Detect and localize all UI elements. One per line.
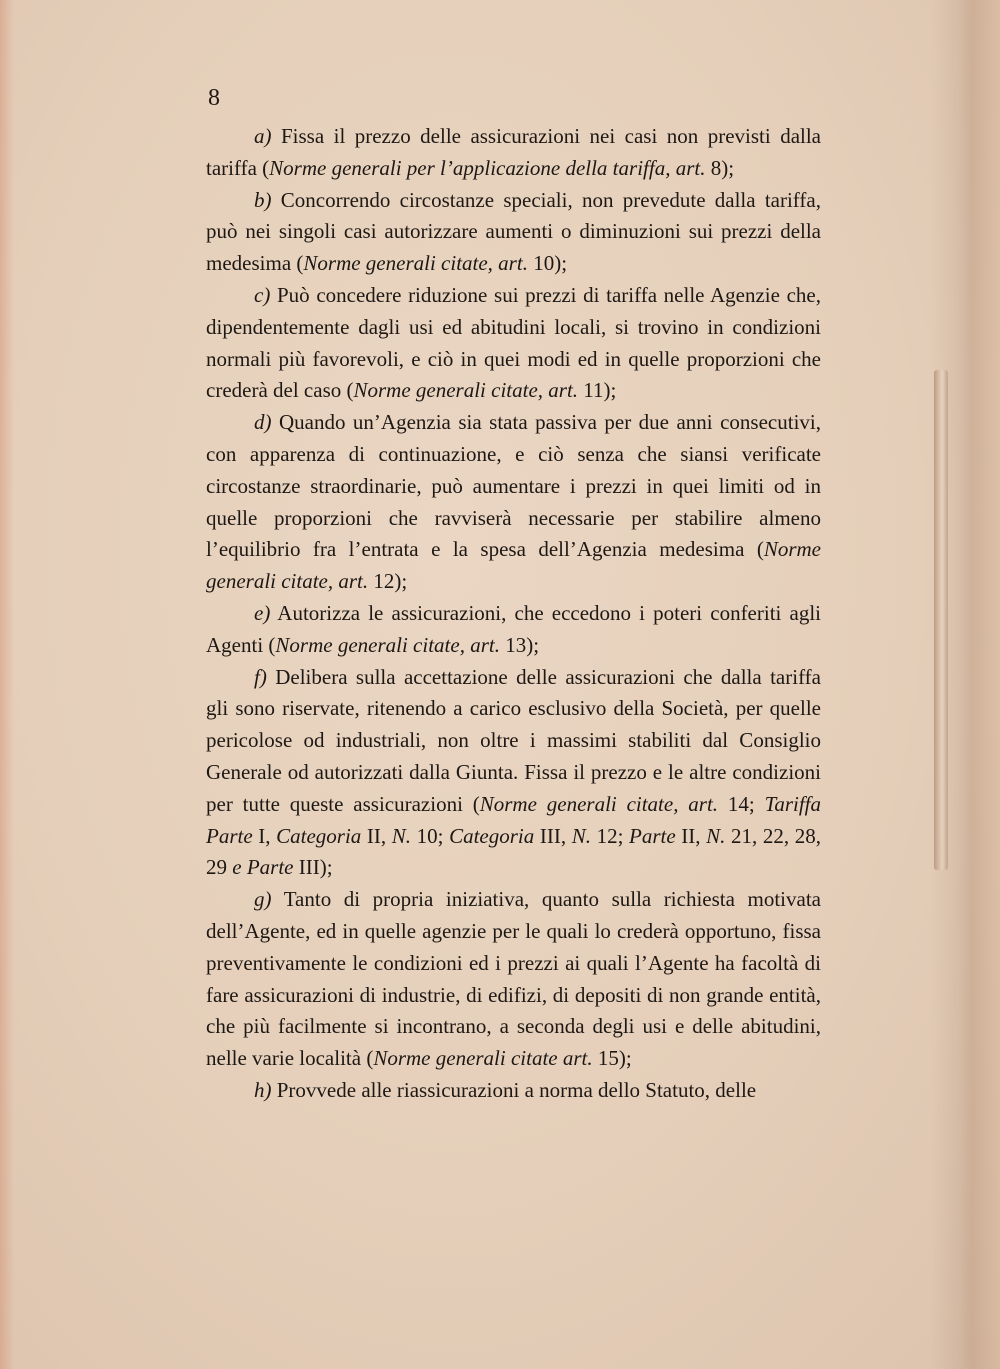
paragraph-text: Autorizza le assicurazioni, che eccedono i poteri conferiti agli Agenti ( [206, 600, 821, 657]
paragraph [206, 598, 821, 662]
citation-text: Norme generali citate art. [373, 1046, 593, 1071]
paragraph-text: Tanto di propria iniziativa, quanto sulla richiesta motivata dell’Agente, ed in quelle agenzie per le quali lo crederà opportuno, fissa preventivamente le condizioni ed i prezzi ai quali l’Agente ha facoltà di fare assicurazioni di industrie, di edifizi, di depositi di non grande entità, che più facilmente si incontrano, a seconda degli usi e delle abitudini, nelle varie località ( [206, 887, 821, 1071]
citation-text: Categoria [276, 823, 362, 848]
citation-text: Categoria [449, 823, 535, 848]
paragraph-text: Provvede alle riassicurazioni a norma dello Statuto, delle [271, 1077, 757, 1102]
paragraph [206, 662, 821, 885]
page-left-edge [0, 0, 14, 1369]
paragraph-text: Delibera sulla accettazione delle assicurazioni che dalla tariffa gli sono riservate, ritenendo a carico esclusivo della Società, per quelle pericolose od industriali, non oltre i massimi stabiliti dal Consiglio Generale od autorizzati dalla Giunta. Fissa il prezzo e le altre condizioni per tutte queste assicurazioni ( [206, 664, 821, 816]
paragraph [206, 884, 821, 1075]
paragraph-text: 14; [718, 791, 765, 816]
citation-text: N. [571, 823, 591, 848]
citation-text: Norme generali citate, art. [303, 251, 528, 276]
paragraph-text: Concorrendo circostanze speciali, non prevedute dalla tariffa, può nei singoli casi autorizzare aumenti o diminuzioni sui prezzi della medesima ( [206, 187, 821, 276]
citation-text: N. [391, 823, 412, 848]
paragraph-letter: h) [254, 1077, 272, 1102]
citation-text: Norme generali per l’applicazione della tariffa, art. [269, 155, 706, 180]
paragraph-text: III); [293, 855, 333, 880]
paragraph-letter: a) [254, 124, 272, 148]
citation-text: Norme generali citate, art. [206, 537, 821, 594]
paragraph-text: III, [534, 823, 572, 848]
citation-text: Parte [629, 823, 676, 848]
paragraph-text: 11); [578, 378, 617, 403]
citation-text: Norme generali citate, art. [275, 632, 500, 657]
paragraph-text: 15); [592, 1046, 632, 1071]
paragraph-text: 21, 22, 28, 29 [206, 823, 821, 880]
citation-text: Norme generali citate, art. [353, 378, 579, 403]
paragraph-text: Fissa il prezzo delle assicurazioni nei casi non previsti dalla tariffa ( [206, 124, 821, 180]
body-text [206, 121, 821, 1107]
paragraph-text: I, [252, 823, 277, 848]
paragraph-text: II, [675, 823, 707, 848]
paragraph-letter: b) [254, 187, 272, 212]
citation-text: Tariffa Parte [206, 791, 822, 848]
paragraph-text: 12); [368, 569, 408, 594]
paragraph-letter: f) [254, 664, 267, 689]
paragraph-letter: c) [254, 282, 271, 307]
citation-text: N. [706, 823, 726, 848]
paragraph [206, 280, 821, 407]
citation-text: Norme generali citate, art. [479, 791, 719, 816]
paragraph [206, 407, 821, 598]
paragraph [206, 1075, 821, 1107]
paragraph-text: 8); [705, 155, 735, 180]
paragraph-text: 13); [499, 632, 540, 657]
paragraph [206, 185, 821, 280]
page-number: 8 [208, 85, 220, 111]
citation-text: e Parte [232, 855, 294, 880]
paragraph [206, 121, 821, 185]
paragraph-letter: d) [254, 410, 272, 435]
binding-fold [934, 370, 948, 870]
paragraph-letter: g) [254, 887, 272, 912]
paragraph-text: 10; [411, 823, 450, 848]
paragraph-letter: e) [254, 600, 271, 625]
paragraph-text: II, [361, 823, 392, 848]
paragraph-text: Quando un’Agenzia sia stata passiva per due anni consecutivi, con apparenza di continuazione, e ciò senza che siansi verificate circostanze straordinarie, può aumentare i prezzi in quei limiti od in quelle proporzioni che ravviserà necessarie per stabilire almeno l’equilibrio fra l’entrata e la spesa dell’Agenzia medesima ( [206, 410, 821, 562]
paragraph-text: 10); [527, 251, 568, 276]
paragraph-text: 12; [590, 823, 630, 848]
paragraph-text: Può concedere riduzione sui prezzi di tariffa nelle Agenzie che, dipendentemente dagli usi ed abitudini locali, si trovino in condizioni normali più favorevoli, e ciò in quei modi ed in quelle proporzioni che crederà del caso ( [206, 282, 821, 403]
